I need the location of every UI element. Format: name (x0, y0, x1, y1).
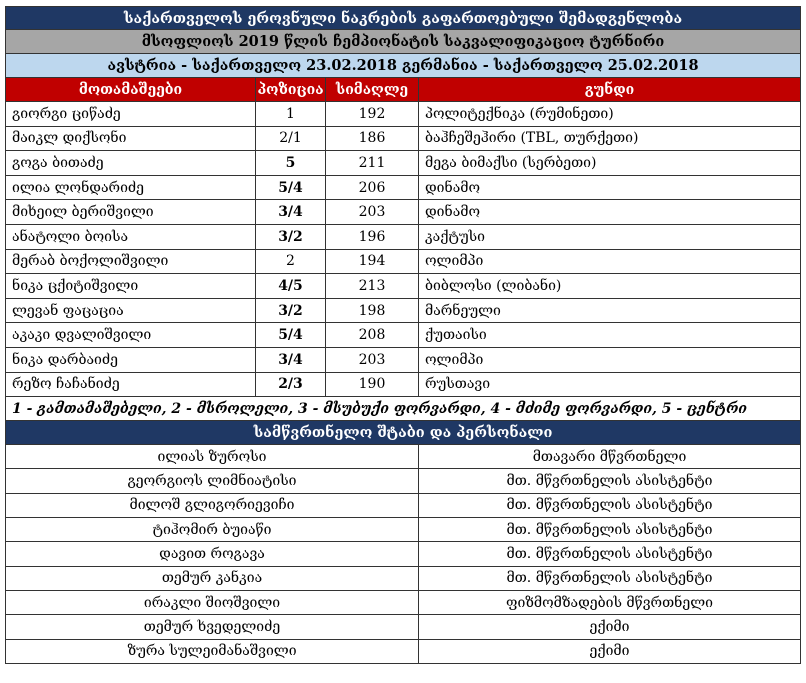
table-row (5, 615, 801, 639)
player-name: ნიკა დარბაიძე (6, 348, 256, 372)
player-position: 2 (256, 250, 326, 274)
table-row (5, 250, 801, 275)
player-position: 3/2 (256, 225, 326, 249)
staff-role: მთ. მწვრთნელის ასისტენტი (506, 570, 713, 587)
staff-name: თემურ კანკია (6, 567, 419, 590)
player-name: რეზო ჩაჩანიძე (6, 373, 256, 397)
staff-role: მთავარი მწვრთნელი (532, 448, 687, 465)
table-row (5, 102, 801, 127)
player-height: 211 (326, 151, 419, 175)
staff-role: მთ. მწვრთნელის ასისტენტი (506, 473, 713, 490)
player-position: 1 (256, 102, 326, 126)
tournament-subtitle: მსოფლიოს 2019 წლის ჩემპიონატის საკვალიფიკაციო ტურნირი (5, 30, 801, 54)
staff-name: გეორგიოს ლიმნიატისი (6, 469, 419, 492)
table-row (5, 299, 801, 324)
table-row (5, 445, 801, 469)
table-row (5, 494, 801, 518)
player-club: რუსთავი (425, 376, 491, 393)
player-club: მეგა ბიმაქსი (სერბეთი) (425, 154, 597, 171)
player-name: ნიკა ცქიტიშვილი (6, 274, 256, 298)
col-header-players: მოთამაშეები (6, 78, 256, 101)
staff-role: მთ. მწვრთნელის ასისტენტი (506, 545, 713, 562)
player-club: ქუთაისი (425, 327, 487, 344)
table-row (5, 176, 801, 201)
player-club: ოლიმპი (425, 253, 484, 270)
sheet-title: საქართველოს ეროვნული ნაკრების გაფართოებული შემადგენლობა (5, 6, 801, 30)
col-header-position: პოზიცია (256, 78, 326, 101)
staff-role: მთ. მწვრთნელის ასისტენტი (506, 521, 713, 538)
player-club: ოლიმპი (425, 351, 484, 368)
matches-line: ავსტრია - საქართველო 23.02.2018 გერმანია - საქართველო 25.02.2018 (5, 54, 801, 78)
player-position: 3/4 (256, 348, 326, 372)
staff-name: დავით როგავა (6, 542, 419, 565)
player-club: ბიბლოსი (ლიბანი) (425, 277, 562, 294)
player-height: 213 (326, 274, 419, 298)
player-position: 3/4 (256, 200, 326, 224)
staff-body (5, 445, 801, 664)
table-row (5, 127, 801, 152)
player-club: ბაჰჩეშეჰირი (TBL, თურქეთი) (425, 130, 639, 147)
player-club: დინამო (425, 179, 481, 196)
player-height: 203 (326, 348, 419, 372)
col-header-height: სიმაღლე (326, 78, 419, 101)
player-club: კაქტუსი (425, 228, 485, 245)
staff-name: მილოშ გლიგორიევიჩი (6, 494, 419, 517)
staff-role: ექიმი (589, 618, 630, 635)
position-legend: 1 - გამთამაშებელი, 2 - მსროლელი, 3 - მსუბუქი ფორვარდი, 4 - მძიმე ფორვარდი, 5 - ცენტრი (5, 397, 801, 421)
table-row (5, 151, 801, 176)
player-height: 192 (326, 102, 419, 126)
player-height: 208 (326, 323, 419, 347)
player-position: 5 (256, 151, 326, 175)
table-row (5, 323, 801, 348)
table-row (5, 274, 801, 299)
staff-role: მთ. მწვრთნელის ასისტენტი (506, 497, 713, 514)
player-position: 5/4 (256, 176, 326, 200)
staff-name: ილიას ზუროსი (6, 445, 419, 468)
player-name: ლევან ფაცაცია (6, 299, 256, 323)
player-height: 190 (326, 373, 419, 397)
player-height: 186 (326, 127, 419, 151)
player-name: გოგა ბითაძე (6, 151, 256, 175)
player-height: 196 (326, 225, 419, 249)
player-club: დინამო (425, 204, 481, 221)
player-name: მიხეილ ბერიშვილი (6, 200, 256, 224)
player-height: 206 (326, 176, 419, 200)
staff-name: თემურ ხვედელიძე (6, 615, 419, 638)
table-row (5, 567, 801, 591)
col-header-club: გუნდი (584, 81, 635, 98)
table-row (5, 591, 801, 615)
staff-name: ტიჰომირ ბუიაწი (6, 518, 419, 541)
player-name: ილია ლონდარიძე (6, 176, 256, 200)
table-row (5, 640, 801, 664)
staff-role: ფიზმომზადების მწვრთნელი (506, 594, 713, 611)
player-height: 198 (326, 299, 419, 323)
table-row (5, 518, 801, 542)
staff-title: სამწვრთნელო შტაბი და პერსონალი (5, 421, 801, 445)
staff-name: ირაკლი შიოშვილი (6, 591, 419, 614)
table-row (5, 348, 801, 373)
players-header-row (5, 78, 801, 102)
table-row (5, 200, 801, 225)
table-row (5, 469, 801, 493)
table-row (5, 225, 801, 250)
player-height: 203 (326, 200, 419, 224)
player-position: 5/4 (256, 323, 326, 347)
player-club: პოლიტექნიკა (რუმინეთი) (425, 105, 614, 122)
roster-sheet (5, 6, 801, 664)
players-body (5, 102, 801, 397)
player-name: გიორგი ციწაძე (6, 102, 256, 126)
table-row (5, 542, 801, 566)
player-position: 3/2 (256, 299, 326, 323)
player-name: მაიკლ დიქსონი (6, 127, 256, 151)
player-position: 2/1 (256, 127, 326, 151)
staff-role: ექიმი (589, 643, 630, 660)
staff-name: ზურა სულეიმანაშვილი (6, 640, 419, 663)
player-name: აკაკი დვალიშვილი (6, 323, 256, 347)
player-name: ანატოლი ბოისა (6, 225, 256, 249)
player-position: 4/5 (256, 274, 326, 298)
table-row (5, 373, 801, 398)
player-name: მერაბ ბოქოლიშვილი (6, 250, 256, 274)
player-club: მარნეული (425, 302, 501, 319)
player-height: 194 (326, 250, 419, 274)
player-position: 2/3 (256, 373, 326, 397)
